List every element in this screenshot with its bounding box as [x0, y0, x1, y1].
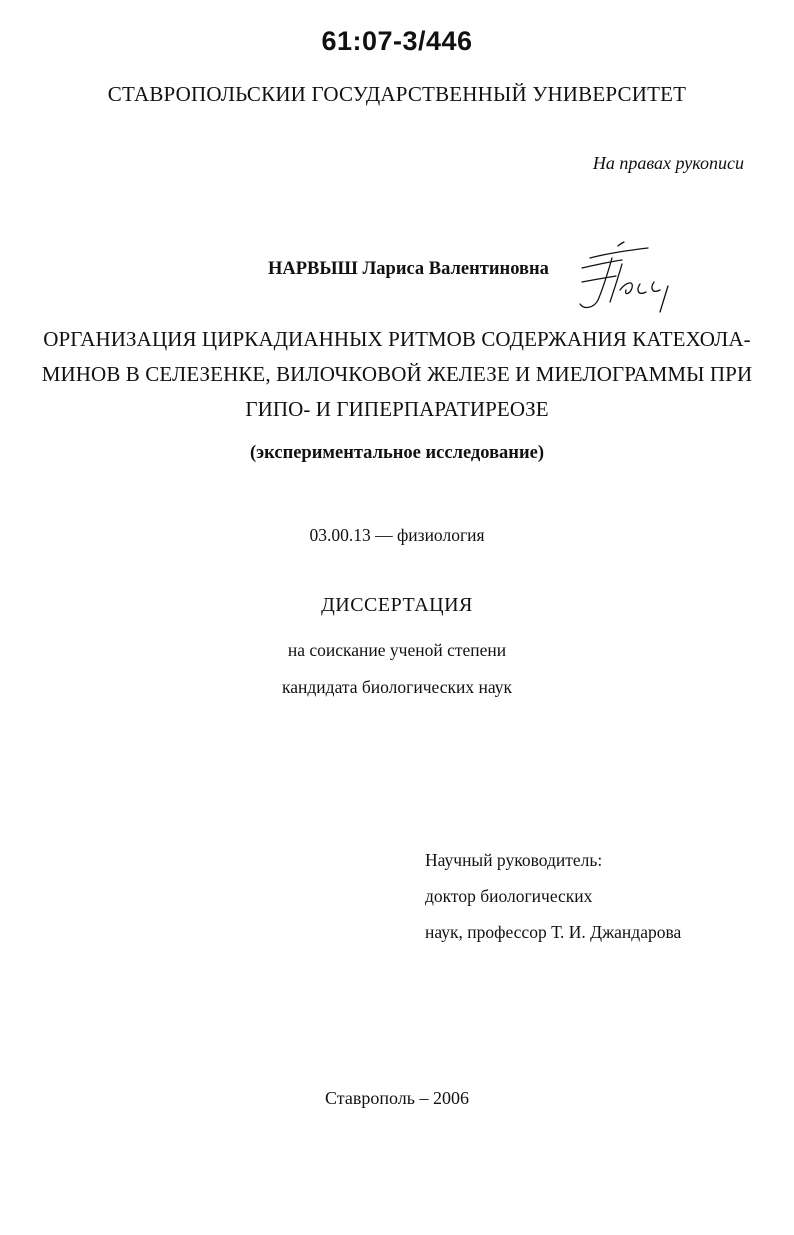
city-year: Ставрополь – 2006	[325, 1088, 469, 1108]
title-line: ОРГАНИЗАЦИЯ ЦИРКАДИАННЫХ РИТМОВ СОДЕРЖАНИЯ КАТЕХОЛА-	[43, 327, 751, 351]
signature-stroke	[590, 248, 648, 258]
signature-stroke	[652, 282, 660, 291]
title-line: МИНОВ В СЕЛЕЗЕНКЕ, ВИЛОЧКОВОЙ ЖЕЛЕЗЕ И МИЕЛОГРАММЫ ПРИ	[41, 362, 753, 386]
signature-stroke	[660, 286, 668, 312]
signature-stroke	[582, 260, 622, 268]
catalog-number: 61:07-3/446	[321, 26, 473, 56]
degree-line: кандидата биологических наук	[282, 677, 512, 697]
signature-stroke	[618, 242, 624, 246]
degree-line: на соискание ученой степени	[287, 640, 507, 660]
author-signature	[560, 238, 680, 323]
signature-stroke	[638, 284, 646, 293]
title-line: ГИПО- И ГИПЕРПАРАТИРЕОЗЕ	[245, 397, 549, 421]
supervisor-line: доктор биологических	[425, 886, 593, 906]
supervisor-line: Научный руководитель:	[425, 850, 603, 870]
supervisor-block	[425, 842, 681, 950]
dissertation-title	[40, 322, 754, 427]
supervisor-line: наук, профессор Т. И. Джандарова	[425, 922, 682, 942]
signature-stroke	[620, 283, 632, 294]
signature-stroke	[610, 264, 622, 302]
signature-text: Нес	[560, 238, 562, 239]
signature-stroke	[582, 276, 616, 282]
author-name: НАРВЫШ Лариса Валентиновна	[268, 259, 549, 279]
specialty-code: 03.00.13 — физиология	[309, 525, 485, 545]
university-name: СТАВРОПОЛЬСКИИ ГОСУДАРСТВЕННЫЙ УНИВЕРСИТЕТ	[107, 82, 687, 106]
manuscript-note: На правах рукописи	[592, 153, 744, 173]
document-type: ДИССЕРТАЦИЯ	[321, 594, 473, 616]
dissertation-subtitle: (экспериментальное исследование)	[250, 443, 544, 463]
